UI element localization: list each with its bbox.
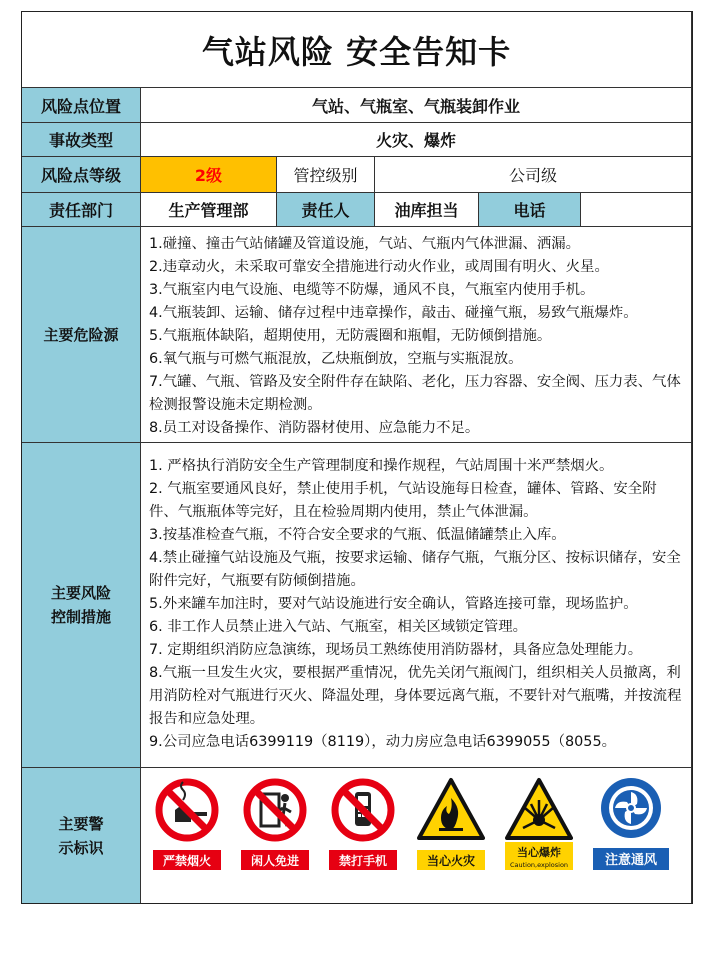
- list-item: 6.氧气瓶与可燃气瓶混放，乙炔瓶倒放，空瓶与实瓶混放。: [149, 351, 523, 367]
- list-item: 7.气罐、气瓶、管路及安全附件存在缺陷、老化，压力容器、安全阀、压力表、气体检测报警设施未定期检测。: [149, 374, 681, 413]
- sign-caption: 当心爆炸: [517, 846, 561, 859]
- list-item: 4.禁止碰撞气站设施及气瓶，按要求运输、储存气瓶，气瓶分区、按标识储存，安全附件完好，气瓶要有防倾倒措施。: [149, 550, 681, 589]
- list-item: 7. 定期组织消防应急演练，现场员工熟练使用消防器材，具备应急处理能力。: [149, 642, 643, 658]
- list-item: 2. 气瓶室要通风良好，禁止使用手机，气站设施每日检查，罐体、管路、安全附件、气瓶瓶体等完好，且在检验周期内使用，禁止气体泄漏。: [149, 481, 657, 520]
- controls-label-line2: 控制措施: [50, 608, 111, 626]
- signs-label: [22, 768, 141, 903]
- sign-caption: 当心火灾: [426, 854, 476, 868]
- list-item: 2.违章动火，未采取可靠安全措施进行动火作业，或周围有明火、火星。: [149, 259, 609, 275]
- sign-explosion: [505, 776, 573, 872]
- safety-notice-card: [21, 11, 693, 904]
- controls-label-line1: 主要风险: [50, 584, 111, 602]
- ventilation-icon: [593, 776, 669, 872]
- hazards-label: 主要危险源: [22, 227, 141, 443]
- list-item: 5.气瓶瓶体缺陷，超期使用，无防震圈和瓶帽，无防倾倒措施。: [149, 328, 552, 344]
- sign-no-phone: [329, 776, 397, 872]
- page-title: 气站风险 安全告知卡: [22, 12, 692, 88]
- hazards-list-cell: [141, 227, 692, 443]
- flammable-icon: [417, 776, 485, 872]
- person-label: 责任人: [277, 193, 375, 227]
- dept-label: 责任部门: [22, 193, 141, 227]
- sign-flammable: [417, 776, 485, 872]
- dept-value: 生产管理部: [141, 193, 277, 227]
- list-item: 5.外来罐车加注时，要对气站设施进行安全确认，管路连接可靠，现场监护。: [149, 596, 638, 612]
- no-phone-icon: [329, 776, 397, 872]
- sign-no-entry: [241, 776, 309, 872]
- list-item: 4.气瓶装卸、运输、储存过程中违章操作，敲击、碰撞气瓶，易致气瓶爆炸。: [149, 305, 638, 321]
- controls-label: [22, 443, 141, 768]
- phone-value: [581, 193, 692, 227]
- list-item: 6. 非工作人员禁止进入气站、气瓶室，相关区域锁定管理。: [149, 619, 528, 635]
- list-item: 3.气瓶室内电气设施、电缆等不防爆，通风不良，气瓶室内使用手机。: [149, 282, 595, 298]
- sign-no-smoking: [153, 776, 221, 872]
- person-value: 油库担当: [375, 193, 479, 227]
- list-item: 8.员工对设备操作、消防器材使用、应急能力不足。: [149, 420, 480, 436]
- list-item: 1. 严格执行消防安全生产管理制度和操作规程，气站周围十米严禁烟火。: [149, 458, 614, 474]
- hazards-list: [149, 233, 685, 440]
- accident-type-label: 事故类型: [22, 123, 141, 157]
- control-level-label: 管控级别: [277, 157, 375, 193]
- no-entry-icon: [241, 776, 309, 872]
- accident-type-value: 火灾、爆炸: [141, 123, 692, 157]
- risk-level-label: 风险点等级: [22, 157, 141, 193]
- no-smoking-icon: [153, 776, 221, 872]
- list-item: 3.按基准检查气瓶，不符合安全要求的气瓶、低温储罐禁止入库。: [149, 527, 566, 543]
- sign-caption: 严禁烟火: [162, 854, 212, 868]
- controls-list: [149, 455, 685, 754]
- risk-location-label: 风险点位置: [22, 88, 141, 123]
- list-item: 9.公司应急电话6399119（8119），动力房应急电话6399055（8055。: [149, 734, 616, 750]
- sign-caption: 注意通风: [604, 853, 658, 868]
- risk-location-value: 气站、气瓶室、气瓶装卸作业: [141, 88, 692, 123]
- risk-level-value: 2级: [141, 157, 277, 193]
- signs-cell: [141, 768, 692, 903]
- signs-label-line1: 主要警: [58, 814, 104, 833]
- sign-caption: 闲人免进: [250, 854, 300, 868]
- phone-label: 电话: [479, 193, 581, 227]
- list-item: 1.碰撞、撞击气站储罐及管道设施，气站、气瓶内气体泄漏、洒漏。: [149, 236, 581, 252]
- sign-sub-caption: Caution,explosion: [509, 861, 569, 869]
- control-level-value: 公司级: [375, 157, 692, 193]
- list-item: 8.气瓶一旦发生火灾，要根据严重情况，优先关闭气瓶阀门，组织相关人员撤离，利用消防栓对气瓶进行灭火、降温处理，身体要远离气瓶，不要针对气瓶嘴，并按流程报告和应急处理。: [149, 665, 682, 727]
- signs-label-line2: 示标识: [58, 838, 104, 857]
- explosion-icon: [505, 776, 573, 872]
- sign-ventilation: [593, 776, 669, 872]
- sign-caption: 禁打手机: [338, 854, 388, 868]
- controls-list-cell: [141, 443, 692, 768]
